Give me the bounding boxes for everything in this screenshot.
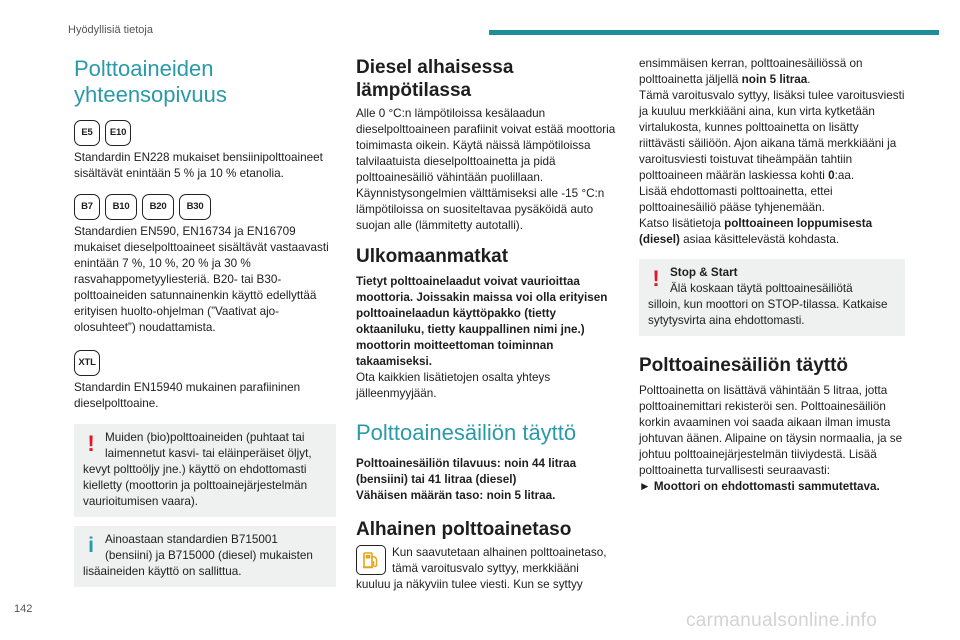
e5-fuel-label: E5 xyxy=(74,120,100,146)
low-fuel-line1: Kun saavutetaan alhainen polttoainetaso, xyxy=(392,546,607,559)
page-number: 142 xyxy=(14,603,33,615)
b7-fuel-label: B7 xyxy=(74,194,100,220)
stop-start-title: Stop & Start xyxy=(670,266,738,279)
p1-end: . xyxy=(807,73,811,86)
compatibility-title xyxy=(74,56,336,108)
diesel-cold-title xyxy=(356,56,622,102)
stop-start-line1: Älä koskaan täytä polttoainesäiliötä xyxy=(670,282,853,295)
low-fuel-block xyxy=(356,545,622,593)
warning-note xyxy=(74,424,336,517)
low-fuel-continued-p1 xyxy=(639,56,905,88)
capacity-line3: Vähäisen määrän taso: noin 5 litraa. xyxy=(356,489,556,502)
fuel-warning-lamp-icon xyxy=(356,545,386,575)
diesel-cold-text: Alle 0 °C:n lämpötiloissa kesälaadun dieselpolttoaineen parafiinit voivat estää moottoria toimimasta oikein. Käytä näissä lämpötiloissa talvilaatuista dieselpolttoainetta ja pidä polttoainesäiliö vähintään puolillaan. Käynnistysongelmien välttämiseksi alle -15 °C:n lämpötiloissa on suositeltavaa pysäköidä auto suojan alle (lämmitetty autotalli). xyxy=(356,107,616,232)
capacity-text xyxy=(356,456,622,504)
stop-start-warning-icon: ! xyxy=(652,266,660,291)
fuel-pump-icon xyxy=(361,550,381,570)
info-line1: Ainoastaan standardien B715001 xyxy=(105,533,278,546)
header-accent-bar xyxy=(489,30,939,35)
warning-icon: ! xyxy=(87,431,95,456)
p4-text: Katso lisätietoja xyxy=(639,217,725,230)
capacity-line2: (bensiini) tai 41 litraa (diesel) xyxy=(356,473,517,486)
low-fuel-continued-p2 xyxy=(639,88,905,184)
section-header: Hyödyllisiä tietoja xyxy=(68,24,153,36)
abroad-title: Ulkomaanmatkat xyxy=(356,246,509,267)
info-icon: i xyxy=(88,534,94,557)
capacity-line1: Polttoainesäiliön tilavuus: noin 44 litraa xyxy=(356,457,577,470)
watermark: carmanualsonline.info xyxy=(686,610,878,631)
b10-fuel-label: B10 xyxy=(105,194,137,220)
xtl-badges xyxy=(74,350,336,376)
low-fuel-title: Alhainen polttoainetaso xyxy=(356,519,572,540)
p1-text: ensimmäisen kerran, polttoainesäiliössä on polttoainetta jäljellä xyxy=(639,57,863,86)
column-fuel-compatibility xyxy=(74,56,336,587)
abroad-text: Ota kaikkien lisätietojen osalta yhteys jälleenmyyjään. xyxy=(356,371,551,400)
p4-end: asiaa käsittelevästä kohdasta. xyxy=(679,233,840,246)
stop-start-rest: silloin, kun moottori on STOP-tilassa. Katkaise sytytysvirta aina ehdottomasti. xyxy=(648,298,888,327)
compatibility-title-line1: Polttoaineiden xyxy=(74,56,214,81)
b30-fuel-label: B30 xyxy=(179,194,211,220)
p1-bold: noin 5 litraa xyxy=(741,73,808,86)
diesel-cold-title-line2: lämpötilassa xyxy=(356,80,472,101)
p2-bold: 0 xyxy=(828,169,835,182)
diesel-cold-title-line1: Diesel alhaisessa xyxy=(356,57,514,78)
warning-rest: kevyt polttoöljy jne.) käyttö on ehdottomasti kielletty (moottorin ja polttoainejärjestelmän vaurioitumisen vaara). xyxy=(83,463,308,508)
column-diesel-and-travel xyxy=(356,56,622,593)
xtl-text: Standardin EN15940 mukainen parafiininen dieselpolttoaine. xyxy=(74,381,301,410)
p2-text: Tämä varoitusvalo syttyy, lisäksi tulee varoitusviesti ja kuuluu merkkiääni aina, kun virta kytketään virtalukosta, kunnes polttoainetta on lisätty riittävästi säiliöön. Ajon aikana tämä merkkiääni ja varoitusviesti toistuvat tiheämpään tahtiin polttoaineen määrän laskiessa kohti xyxy=(639,89,905,182)
fill-step: ► Moottori on ehdottomasti sammutettava. xyxy=(639,480,880,493)
low-fuel-rest: kuuluu ja näkyviin tulee viesti. Kun se syttyy xyxy=(356,578,583,591)
petrol-badges xyxy=(74,120,336,146)
b20-fuel-label: B20 xyxy=(142,194,174,220)
low-fuel-continued-p3: Lisää ehdottomasti polttoainetta, ettei polttoainesäiliö pääse tyhjenemään. xyxy=(639,185,833,214)
petrol-text: Standardin EN228 mukaiset bensiinipolttoaineet sisältävät enintään 5 % ja 10 % etanolia. xyxy=(74,151,323,180)
diesel-badges xyxy=(74,194,336,220)
e10-fuel-label: E10 xyxy=(105,120,131,146)
fill-title: Polttoainesäiliön täyttö xyxy=(639,355,849,376)
info-note xyxy=(74,526,336,587)
low-fuel-continued-p4 xyxy=(639,216,905,248)
compatibility-title-line2: yhteensopivuus xyxy=(74,82,227,107)
info-rest: lisäaineiden käyttö on sallittua. xyxy=(83,565,242,578)
xtl-fuel-label: XTL xyxy=(74,350,100,376)
warning-line2: laimennetut kasvi- tai eläinperäiset öljyt, xyxy=(105,447,312,460)
stop-start-note xyxy=(639,259,905,336)
p4-bold: polttoaineen loppumisesta (diesel) xyxy=(639,217,873,246)
warning-line1: Muiden (bio)polttoaineiden (puhtaat tai xyxy=(105,431,305,444)
info-line2: (bensiini) ja B715000 (diesel) mukaisten xyxy=(105,549,313,562)
diesel-text: Standardien EN590, EN16734 ja EN16709 mukaiset dieselpolttoaineet sisältävät vastaavasti enintään 7 %, 10 %, 20 % ja 30 % rasvahappometyyliesteriä. B20- tai B30-polttoaineiden satunnainenkin käyttö edellyttää erityisen huolto-ohjelman (”Vaativat ajo-olosuhteet”) noudattamista. xyxy=(74,225,329,334)
p2-end: :aa. xyxy=(834,169,855,182)
column-low-fuel-continued xyxy=(639,56,905,495)
abroad-bold-text: Tietyt polttoainelaadut voivat vaurioittaa moottoria. Joissakin maissa voi olla erityisen polttoainelaadun käyttöpakko (tietty oktaaniluku, tietty kauppallinen nimi jne.) moottorin moitteettoman toiminnan takaamiseksi. xyxy=(356,275,608,368)
low-fuel-line2: tämä varoitusvalo syttyy, merkkiääni xyxy=(392,562,579,575)
fill-text: Polttoainetta on lisättävä vähintään 5 litraa, jotta polttoainemittari rekisteröi sen. Polttoainesäiliön korkin avaaminen voi saada aikaan ilman imusta johtuvan äänen. Alipaine on täysin normaalia, ja se johtuu polttoainejärjestelmän tiiviydestä. Lisää polttoainetta turvallisesti seuraavasti: xyxy=(639,384,903,477)
refuel-section-title: Polttoainesäiliön täyttö xyxy=(356,420,577,445)
